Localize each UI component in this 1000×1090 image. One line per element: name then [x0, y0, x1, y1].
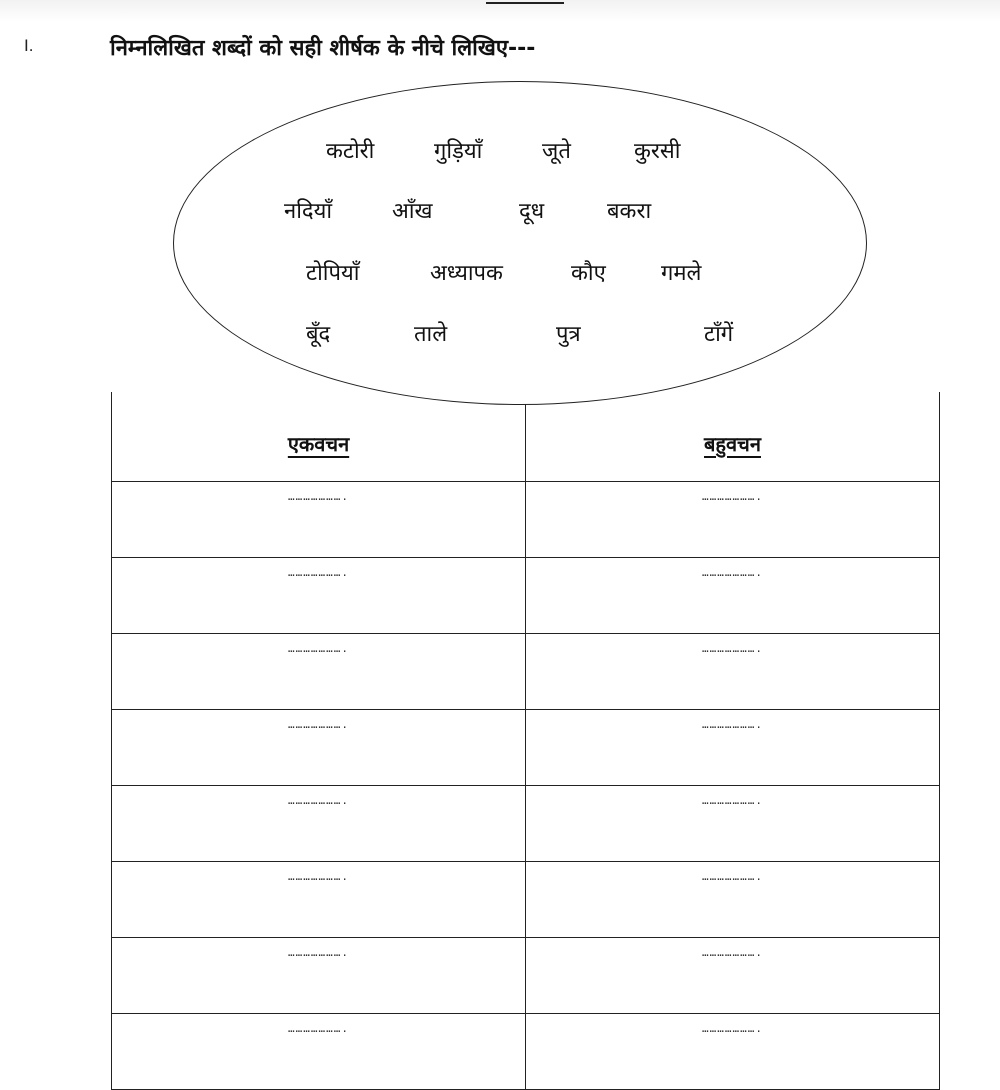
table-row	[112, 482, 940, 558]
plural-answer-blank[interactable]: ………………….	[526, 938, 940, 1014]
singular-answer-blank[interactable]: ………………….	[112, 1014, 526, 1090]
word-bank-word: पुत्र	[556, 322, 581, 347]
word-bank-word: ताले	[414, 322, 448, 347]
word-bank-word: टोपियाँ	[306, 261, 360, 286]
word-bank-word: अध्यापक	[430, 261, 503, 286]
word-bank-word: गुड़ियाँ	[434, 139, 483, 164]
word-bank-word: आँख	[392, 199, 433, 224]
plural-answer-blank[interactable]: ………………….	[526, 786, 940, 862]
table-row	[112, 710, 940, 786]
singular-answer-blank[interactable]: ………………….	[112, 938, 526, 1014]
singular-answer-blank[interactable]: ………………….	[112, 710, 526, 786]
word-bank-word: जूते	[542, 139, 571, 164]
singular-answer-blank[interactable]: ………………….	[112, 482, 526, 558]
table-row	[112, 558, 940, 634]
page-top-rule	[486, 2, 564, 4]
singular-answer-blank[interactable]: ………………….	[112, 862, 526, 938]
word-bank-word: कौए	[571, 261, 606, 286]
word-bank-word: कुरसी	[634, 139, 681, 164]
answer-table	[111, 392, 940, 1090]
word-bank-word: बकरा	[607, 199, 652, 224]
header-singular: एकवचन	[112, 392, 526, 482]
plural-answer-blank[interactable]: ………………….	[526, 1014, 940, 1090]
word-bank-word: टाँगें	[704, 322, 734, 347]
plural-answer-blank[interactable]: ………………….	[526, 862, 940, 938]
singular-answer-blank[interactable]: ………………….	[112, 558, 526, 634]
table-header-row	[112, 392, 940, 482]
table-row	[112, 862, 940, 938]
answer-table-body	[112, 482, 940, 1090]
word-bank-word: गमले	[661, 261, 702, 286]
question-instruction: निम्नलिखित शब्दों को सही शीर्षक के नीचे लिखिए---	[110, 36, 536, 61]
table-row	[112, 938, 940, 1014]
header-plural: बहुवचन	[526, 392, 940, 482]
plural-answer-blank[interactable]: ………………….	[526, 482, 940, 558]
table-row	[112, 786, 940, 862]
word-bank-word: नदियाँ	[284, 199, 333, 224]
word-bank-word: कटोरी	[326, 139, 375, 164]
plural-answer-blank[interactable]: ………………….	[526, 558, 940, 634]
word-bank-ellipse	[173, 81, 867, 405]
word-bank-word: दूध	[519, 199, 545, 224]
question-number: I.	[24, 36, 34, 55]
table-row	[112, 1014, 940, 1090]
plural-answer-blank[interactable]: ………………….	[526, 710, 940, 786]
answer-table-wrapper	[111, 392, 940, 1035]
singular-answer-blank[interactable]: ………………….	[112, 634, 526, 710]
singular-answer-blank[interactable]: ………………….	[112, 786, 526, 862]
table-row	[112, 634, 940, 710]
word-bank-word: बूँद	[306, 322, 331, 347]
plural-answer-blank[interactable]: ………………….	[526, 634, 940, 710]
